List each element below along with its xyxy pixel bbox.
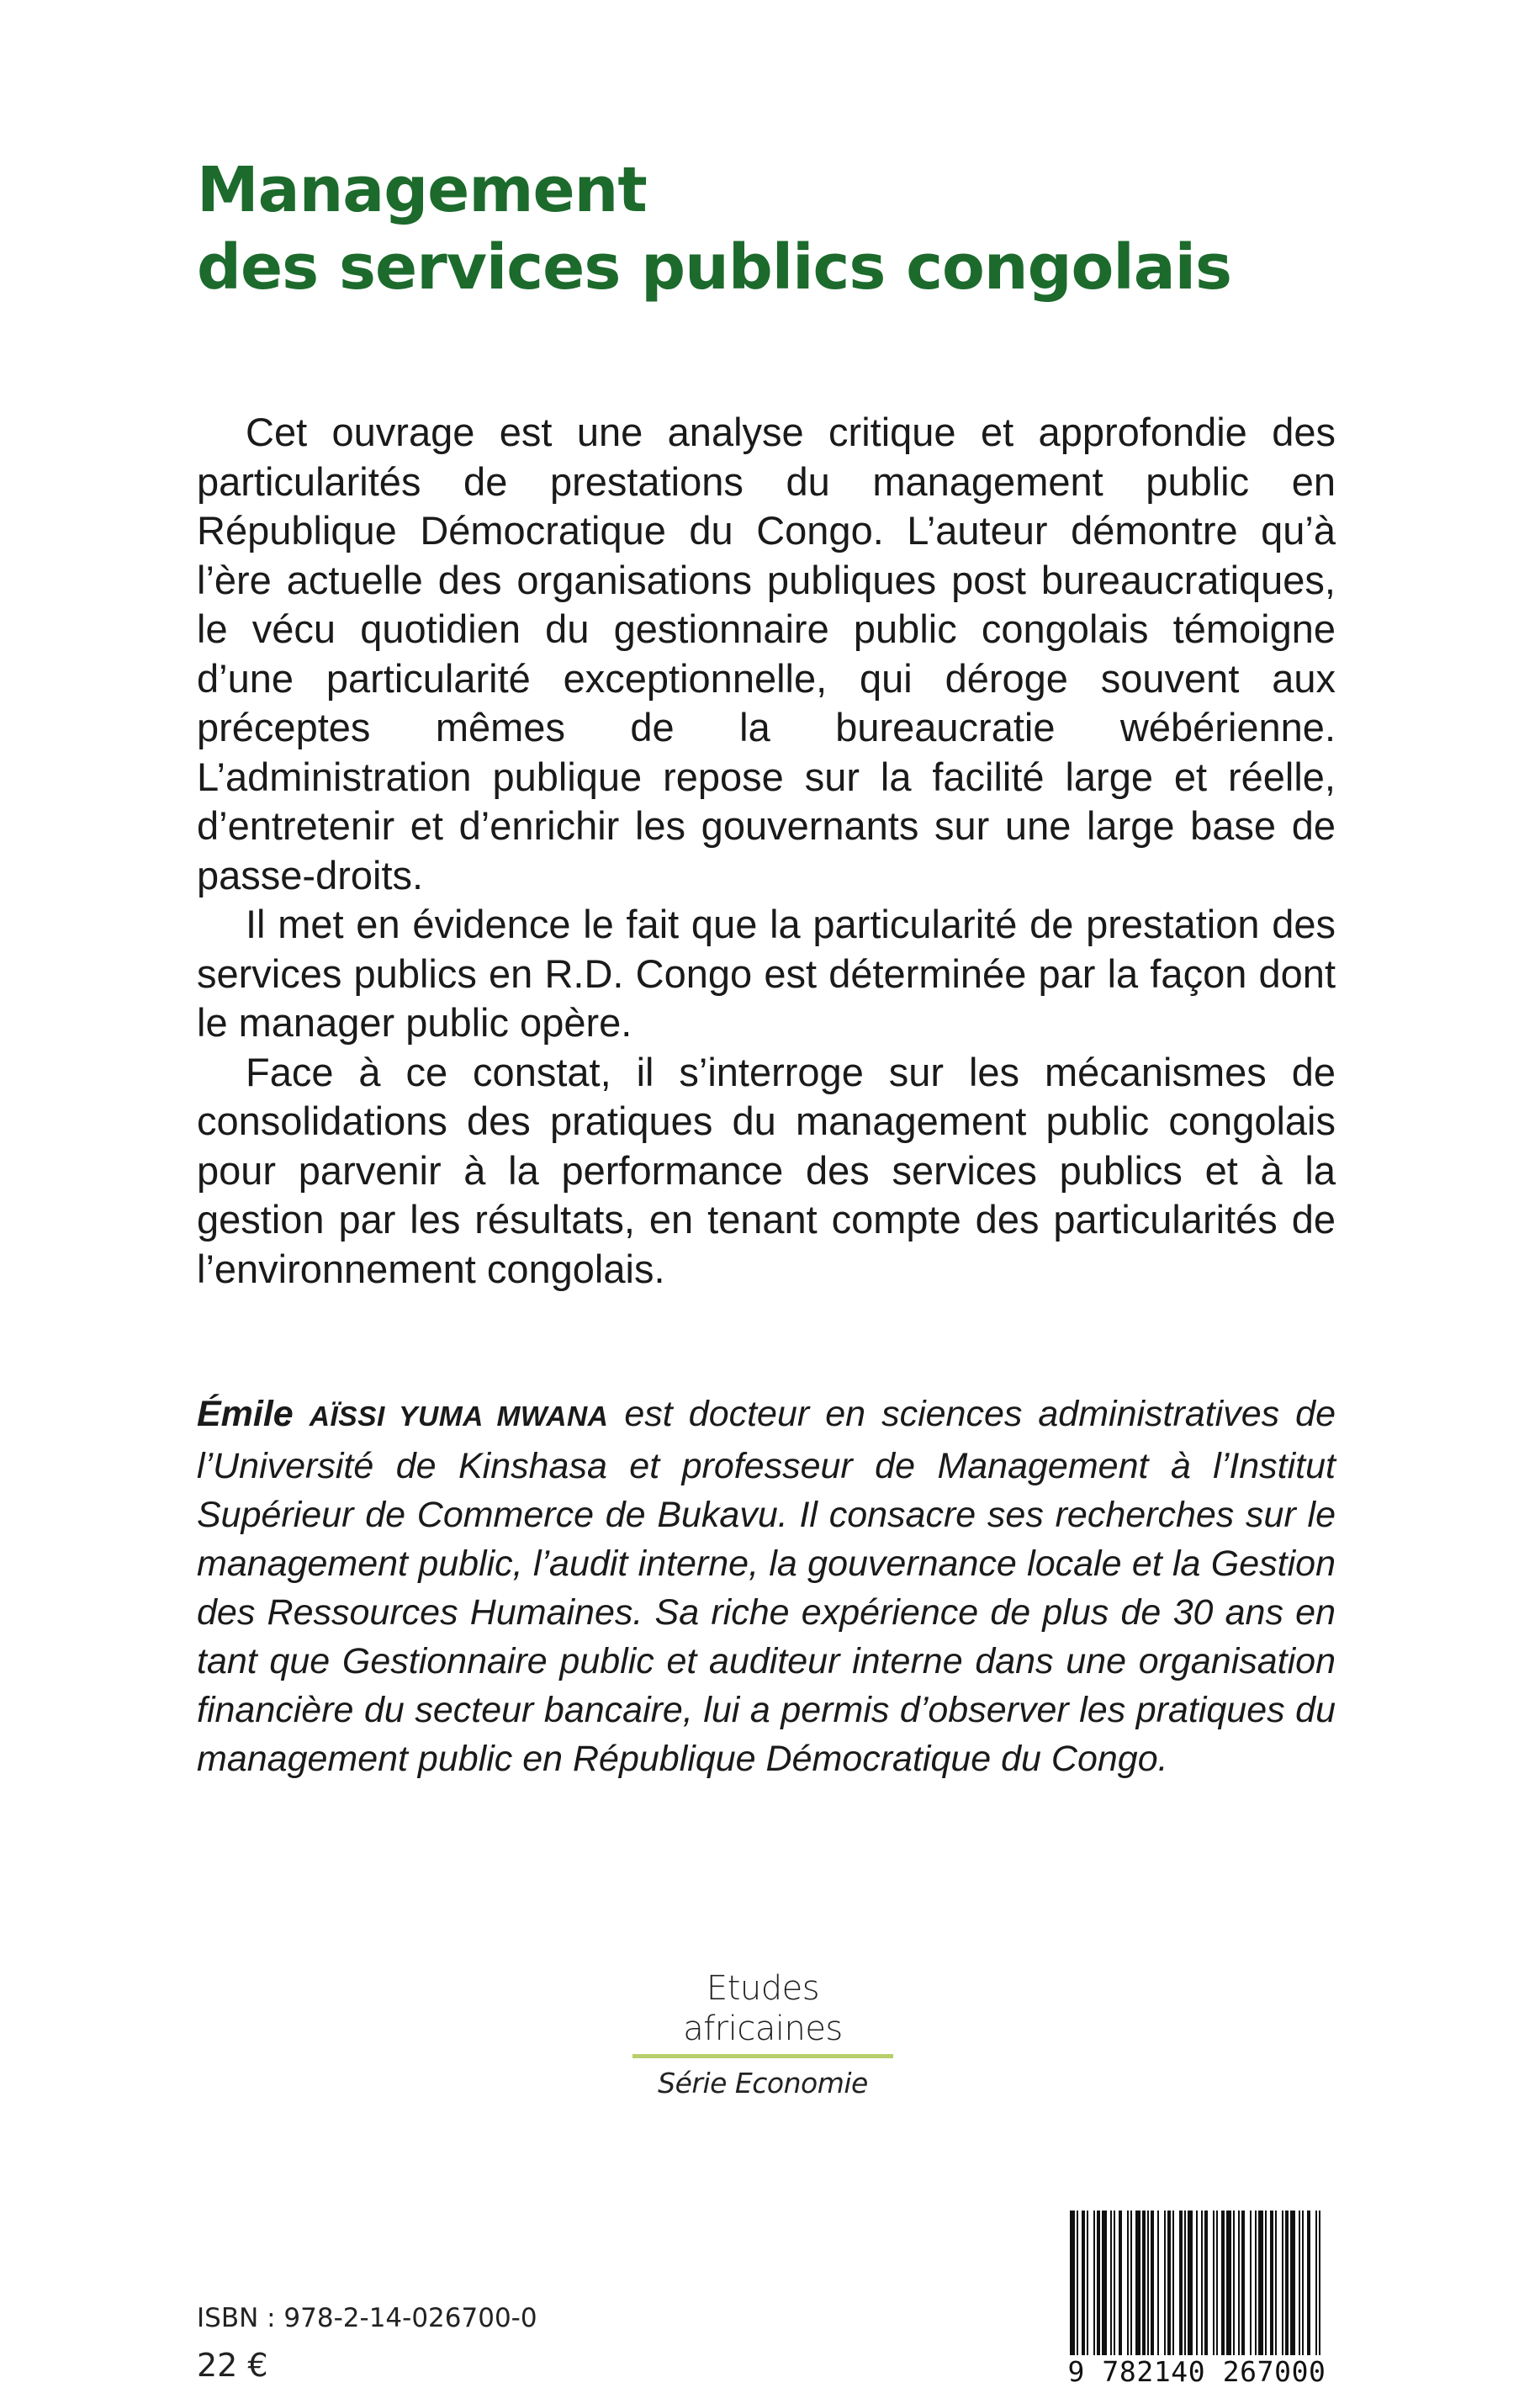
book-title <box>197 151 1374 306</box>
barcode-bar <box>1188 2211 1193 2355</box>
barcode-bar <box>1130 2211 1132 2355</box>
barcode-bar <box>1226 2211 1231 2355</box>
barcode-bar <box>1151 2211 1154 2355</box>
barcode-bar <box>1070 2211 1075 2355</box>
barcode-bar <box>1221 2211 1225 2355</box>
barcode-bar <box>1241 2211 1245 2355</box>
book-title-line-2: des services publics congolais <box>197 231 1232 304</box>
barcode-bar <box>1087 2211 1088 2355</box>
barcode-bar <box>1216 2211 1218 2355</box>
summary-text <box>197 408 1336 1294</box>
barcode-bar <box>1093 2211 1095 2355</box>
barcode-bar <box>1282 2211 1283 2355</box>
series-subtitle: Série Economie <box>658 2067 868 2099</box>
barcode-bar <box>1204 2211 1208 2355</box>
book-title-line-1: Management <box>197 154 647 226</box>
barcode-bar <box>1164 2211 1166 2355</box>
author-bio-text: est docteur en sciences administratives de l’Université de Kinshasa et professeur de Management à l’Institut Supérieur de Commerce de Bukavu. Il consacre ses recherches sur le management public, l’audit interne, la gouvernance locale et la Gestion des Ressources Humaines. Sa riche expérience de plus de 30 ans en tant que Gestionnaire public et auditeur interne dans une organisation financière du secteur bancaire, lui a permis d’observer les pratiques du management public en République Démocratique du Congo. <box>197 1394 1336 1779</box>
barcode-bar <box>1179 2211 1183 2355</box>
barcode-bar <box>1233 2211 1235 2355</box>
author-name <box>197 1394 608 1434</box>
summary-paragraph-1: Cet ouvrage est une analyse critique et approfondie des particularités de prestations du management public en République Démocratique du Congo. L’auteur démontre qu’à l’ère actuelle des organisations publiques post bureaucratiques, le vécu quotidien du gestionnaire public congolais témoigne d’une particularité exceptionnelle, qui déroge souvent aux préceptes mêmes de la bureaucratie wébérienne. L’administration publique repose sur la facilité large et réelle, d’entretenir et d’enrichir les gouvernants sur une large base de passe-droits. <box>197 410 1336 897</box>
barcode-bar <box>1213 2211 1215 2355</box>
author-bio <box>197 1390 1336 1783</box>
barcode-bar <box>1302 2211 1304 2355</box>
barcode-bar <box>1285 2211 1289 2355</box>
barcode-bar <box>1172 2211 1174 2355</box>
barcode-bar <box>1127 2211 1129 2355</box>
barcode-bar <box>1147 2211 1149 2355</box>
barcode-digits: 9 782140 267000 <box>1067 2355 1326 2388</box>
barcode-bar <box>1270 2211 1273 2355</box>
barcode-bar <box>1275 2211 1277 2355</box>
barcode-bar <box>1196 2211 1198 2355</box>
barcode-bar <box>1201 2211 1203 2355</box>
barcode-bar <box>1319 2211 1320 2355</box>
barcode-bar <box>1157 2211 1159 2355</box>
barcode-bar <box>1082 2211 1085 2355</box>
series-logo <box>632 1968 893 2102</box>
barcode-bar <box>1077 2211 1078 2355</box>
barcode-bar <box>1102 2211 1107 2355</box>
barcode-bar <box>1238 2211 1240 2355</box>
barcode-bar <box>1255 2211 1257 2355</box>
barcode-bar <box>1142 2211 1146 2355</box>
barcode-bar <box>1315 2211 1317 2355</box>
barcode-bar <box>1290 2211 1295 2355</box>
barcode-bar <box>1110 2211 1112 2355</box>
price-label: 22 € <box>197 2347 268 2384</box>
barcode-bar <box>1250 2211 1252 2355</box>
series-name: Etudes africaines <box>632 1968 893 2058</box>
barcode-bar <box>1135 2211 1140 2355</box>
barcode-bar <box>1167 2211 1171 2355</box>
summary-paragraph-3: Face à ce constat, il s’interroge sur les mécanismes de consolidations des pratiques du management public congolais pour parvenir à la performance des services publics et à la gestion par les résultats, en tenant compte des particularités de l’environnement congolais. <box>197 1049 1336 1291</box>
author-first-name: Émile <box>197 1394 294 1434</box>
barcode-bar <box>1114 2211 1115 2355</box>
isbn-label: ISBN : 978-2-14-026700-0 <box>197 2303 537 2333</box>
barcode-bars <box>1066 2211 1327 2355</box>
barcode-bar <box>1307 2211 1310 2355</box>
summary-paragraph-2: Il met en évidence le fait que la particularité de prestation des services publics en R.D. Congo est déterminée par la façon dont le manager public opère. <box>197 902 1336 1045</box>
barcode-bar <box>1184 2211 1186 2355</box>
author-surname: AÏSSI YUMA MWANA <box>309 1401 609 1432</box>
barcode-bar <box>1299 2211 1300 2355</box>
barcode-bar <box>1265 2211 1267 2355</box>
barcode-bar <box>1258 2211 1263 2355</box>
barcode-bar <box>1097 2211 1100 2355</box>
barcode-icon <box>1066 2211 1327 2388</box>
barcode-bar <box>1119 2211 1122 2355</box>
